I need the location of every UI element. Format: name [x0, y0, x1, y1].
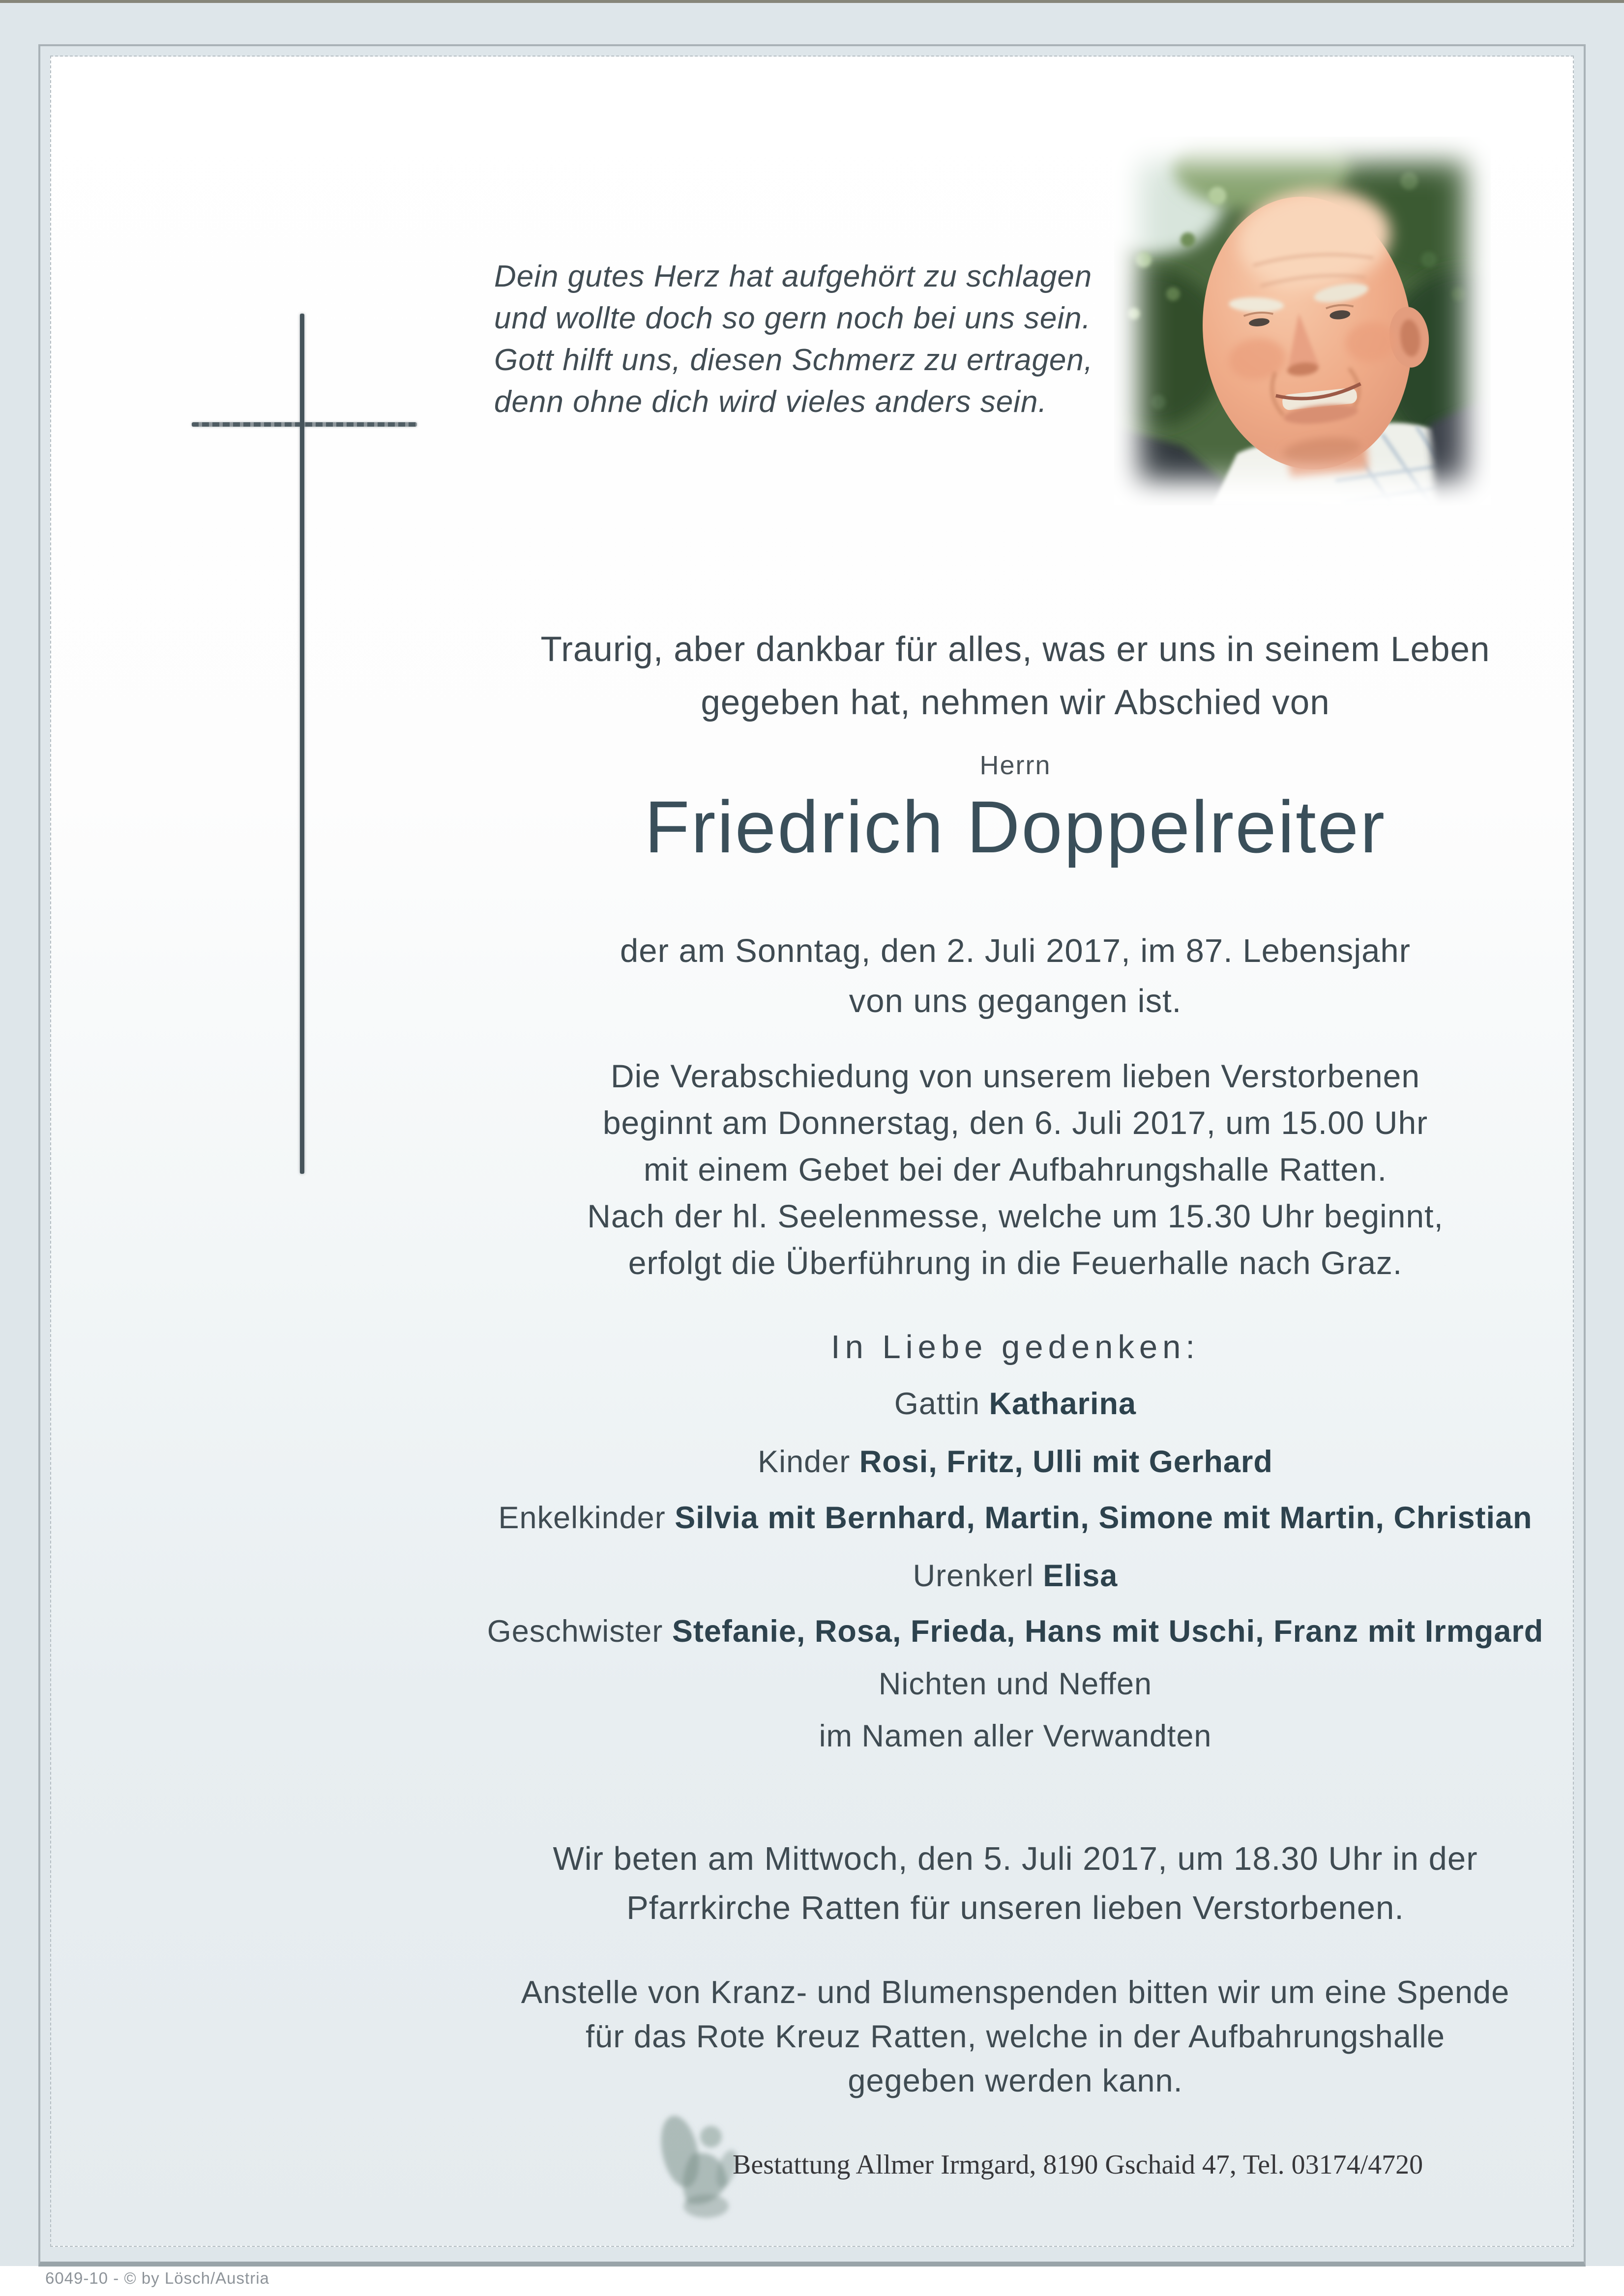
portrait-illustration [1114, 137, 1491, 505]
donation-line: gegeben werden kann. [848, 2063, 1183, 2098]
farewell-line: beginnt am Donnerstag, den 6. Juli 2017, um 15.00 Uhr [602, 1104, 1428, 1141]
donation-line: Anstelle von Kranz- und Blumenspenden bitten wir um eine Spende [521, 1974, 1510, 2010]
prayer-line: Wir beten am Mittwoch, den 5. Juli 2017, um 18.30 Uhr in der [553, 1840, 1478, 1877]
poem-line: Gott hilft uns, diesen Schmerz zu ertragen, [494, 343, 1093, 377]
memorial-cross-icon [192, 422, 417, 427]
family-names: Rosi, Fritz, Ulli mit Gerhard [859, 1445, 1273, 1479]
intro-line: gegeben hat, nehmen wir Abschied von [701, 683, 1330, 722]
memorial-cross-icon [300, 314, 304, 1174]
death-info-line: der am Sonntag, den 2. Juli 2017, im 87. Lebensjahr [620, 932, 1411, 969]
family-role: Enkelkinder [498, 1501, 675, 1535]
prayer-line: Pfarrkirche Ratten für unseren lieben Verstorbenen. [626, 1889, 1404, 1926]
family-line-kinder [472, 1444, 1559, 1480]
family-names: Stefanie, Rosa, Frieda, Hans mit Uschi, Franz mit Irmgard [672, 1614, 1544, 1649]
death-info-line: von uns gegangen ist. [849, 983, 1182, 1019]
farewell-line: Die Verabschiedung von unserem lieben Verstorbenen [610, 1058, 1420, 1094]
poem-line: Dein gutes Herz hat aufgehört zu schlagen [494, 260, 1093, 293]
deceased-name: Friedrich Doppelreiter [644, 785, 1387, 868]
deceased-portrait-photo [1114, 137, 1491, 505]
print-copyright: 6049-10 - © by Lösch/Austria [45, 2269, 269, 2287]
family-line-gattin [472, 1386, 1559, 1422]
family-role: im Namen aller Verwandten [819, 1719, 1212, 1753]
memorial-poem [494, 256, 1093, 423]
family-names: Silvia mit Bernhard, Martin, Simone mit Martin, Christian [675, 1501, 1533, 1535]
poem-line: denn ohne dich wird vieles anders sein. [494, 385, 1047, 419]
remembrance-heading: In Liebe gedenken: [831, 1329, 1200, 1366]
family-names: Katharina [989, 1387, 1137, 1421]
family-line-geschwister [472, 1614, 1559, 1649]
family-line-enkelkinder [472, 1500, 1559, 1536]
family-names: Elisa [1043, 1559, 1118, 1593]
donation-info [504, 1970, 1527, 2103]
family-role: Gattin [894, 1387, 989, 1421]
salutation: Herrn [979, 751, 1051, 780]
family-line-verwandte [472, 1718, 1559, 1754]
farewell-line: mit einem Gebet bei der Aufbahrungshalle Ratten. [644, 1151, 1387, 1188]
family-role: Nichten und Neffen [878, 1667, 1152, 1701]
donation-line: für das Rote Kreuz Ratten, welche in der Aufbahrungshalle [585, 2018, 1445, 2054]
intro-line: Traurig, aber dankbar für alles, was er uns in seinem Leben [540, 630, 1490, 669]
poem-line: und wollte doch so gern noch bei uns sein. [494, 301, 1091, 335]
family-role: Kinder [758, 1445, 859, 1479]
farewell-line: Nach der hl. Seelenmesse, welche um 15.30 Uhr beginnt, [587, 1198, 1444, 1234]
farewell-intro [504, 623, 1527, 729]
death-info [504, 926, 1527, 1026]
family-role: Geschwister [487, 1614, 672, 1649]
farewell-line: erfolgt die Überführung in die Feuerhalle nach Graz. [628, 1245, 1403, 1281]
funeral-home-info: Bestattung Allmer Irmgard, 8190 Gschaid 47, Tel. 03174/4720 [733, 2150, 1423, 2180]
family-line-nichten-neffen [472, 1666, 1559, 1702]
family-role: Urenkerl [913, 1559, 1043, 1593]
farewell-info [504, 1053, 1527, 1286]
family-line-urenkerl [472, 1558, 1559, 1594]
prayer-info [504, 1834, 1527, 1933]
